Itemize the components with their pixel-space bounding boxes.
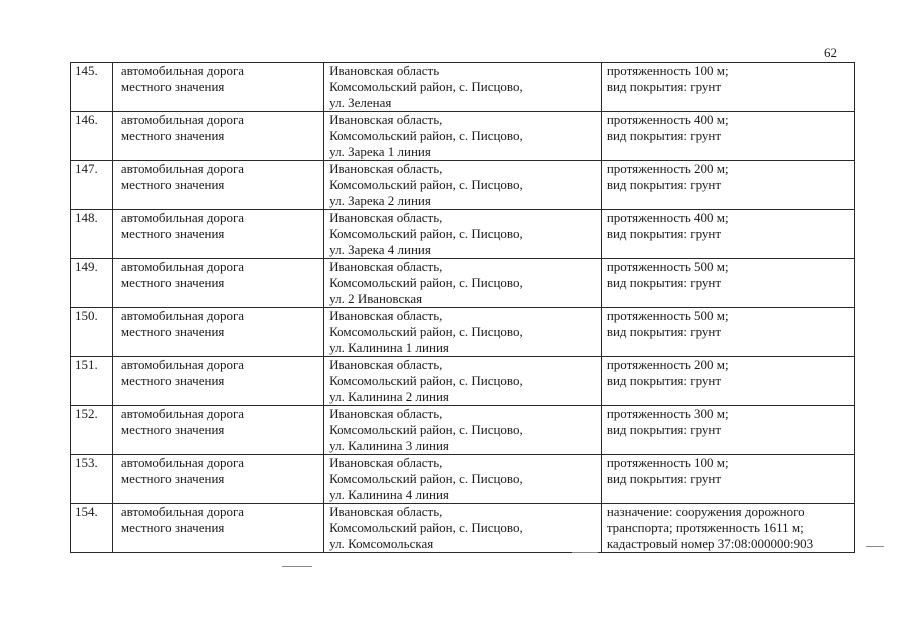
address-line: Комсомольский район, с. Писцово, [329,79,523,94]
description-line: протяженность 400 м; [606,210,729,225]
description-line: назначение: сооружения дорожного [606,504,805,519]
address-line: Комсомольский район, с. Писцово, [329,128,523,143]
address-line: Ивановская область, [329,161,443,176]
address-cell [324,63,602,112]
address-line: ул. Комсомольская [329,536,434,551]
address-line: ул. Зеленая [329,95,392,110]
scan-artifact-line [866,546,884,547]
description-line: протяженность 200 м; [606,357,729,372]
description-line: кадастровый номер 37:08:000000:903 [606,536,814,551]
description-line: транспорта; протяженность 1611 м; [606,520,804,535]
object-name-cell [112,357,323,406]
address-line: ул. Калинина 1 линия [329,340,449,355]
description-line: вид покрытия: грунт [606,226,722,241]
name-line: автомобильная дорога [120,504,245,519]
description-cell [601,112,854,161]
table-row [71,406,855,455]
row-number-cell: 154. [71,504,113,553]
address-line: Ивановская область, [329,210,443,225]
address-cell [324,357,602,406]
address-line: Комсомольский район, с. Писцово, [329,324,523,339]
table-row [71,63,855,112]
address-cell [324,455,602,504]
object-name-cell [112,504,323,553]
description-line: протяженность 300 м; [606,406,729,421]
name-line: автомобильная дорога [120,357,245,372]
object-name-cell [112,455,323,504]
name-line: автомобильная дорога [120,63,245,78]
name-line: автомобильная дорога [120,308,245,323]
description-line: протяженность 200 м; [606,161,729,176]
address-line: ул. 2 Ивановская [329,291,423,306]
name-line: местного значения [120,177,225,192]
address-line: Комсомольский район, с. Писцово, [329,226,523,241]
address-line: Ивановская область, [329,259,443,274]
object-name-cell [112,406,323,455]
description-line: протяженность 400 м; [606,112,729,127]
description-cell [601,504,854,553]
name-line: автомобильная дорога [120,161,245,176]
object-name-cell [112,308,323,357]
address-line: Комсомольский район, с. Писцово, [329,520,523,535]
description-cell [601,259,854,308]
name-line: местного значения [120,128,225,143]
row-number-cell: 152. [71,406,113,455]
address-line: Комсомольский район, с. Писцово, [329,177,523,192]
address-line: Ивановская область, [329,308,443,323]
name-line: местного значения [120,422,225,437]
address-line: ул. Зарека 2 линия [329,193,431,208]
description-line: вид покрытия: грунт [606,128,722,143]
address-line: Ивановская область [329,63,440,78]
description-line: протяженность 500 м; [606,308,729,323]
address-line: ул. Калинина 3 линия [329,438,449,453]
address-cell [324,161,602,210]
address-line: Комсомольский район, с. Писцово, [329,275,523,290]
description-cell [601,161,854,210]
table-row [71,259,855,308]
description-line: вид покрытия: грунт [606,79,722,94]
address-line: Комсомольский район, с. Писцово, [329,471,523,486]
object-name-cell [112,63,323,112]
scan-artifact-line [282,566,312,567]
address-cell [324,504,602,553]
name-line: автомобильная дорога [120,112,245,127]
name-line: местного значения [120,226,225,241]
name-line: автомобильная дорога [120,406,245,421]
address-line: Ивановская область, [329,112,443,127]
object-name-cell [112,161,323,210]
page-number: 62 [824,45,837,60]
description-line: вид покрытия: грунт [606,275,722,290]
row-number-cell: 153. [71,455,113,504]
address-line: Ивановская область, [329,406,443,421]
address-line: Ивановская область, [329,504,443,519]
object-name-cell [112,112,323,161]
object-name-cell [112,210,323,259]
description-cell [601,210,854,259]
name-line: автомобильная дорога [120,210,245,225]
name-line: местного значения [120,275,225,290]
description-line: протяженность 500 м; [606,259,729,274]
address-line: ул. Зарека 1 линия [329,144,431,159]
table-row [71,308,855,357]
roads-registry-table [70,62,855,553]
row-number-cell: 145. [71,63,113,112]
address-cell [324,210,602,259]
table-row [71,455,855,504]
description-line: протяженность 100 м; [606,63,729,78]
address-line: Ивановская область, [329,455,443,470]
address-cell [324,308,602,357]
address-line: Комсомольский район, с. Писцово, [329,422,523,437]
description-cell [601,308,854,357]
object-name-cell [112,259,323,308]
address-cell [324,112,602,161]
description-line: протяженность 100 м; [606,455,729,470]
row-number-cell: 146. [71,112,113,161]
scan-artifact-line [572,552,598,553]
description-cell [601,455,854,504]
table-row [71,161,855,210]
description-cell [601,406,854,455]
description-cell [601,63,854,112]
description-line: вид покрытия: грунт [606,324,722,339]
description-line: вид покрытия: грунт [606,177,722,192]
row-number-cell: 147. [71,161,113,210]
address-cell [324,406,602,455]
table-row [71,210,855,259]
description-cell [601,357,854,406]
table-row [71,504,855,553]
name-line: автомобильная дорога [120,259,245,274]
table-row [71,357,855,406]
address-line: Ивановская область, [329,357,443,372]
address-line: Комсомольский район, с. Писцово, [329,373,523,388]
name-line: местного значения [120,324,225,339]
name-line: местного значения [120,520,225,535]
address-cell [324,259,602,308]
row-number-cell: 151. [71,357,113,406]
table-row [71,112,855,161]
address-line: ул. Калинина 2 линия [329,389,449,404]
name-line: местного значения [120,373,225,388]
description-line: вид покрытия: грунт [606,373,722,388]
name-line: местного значения [120,79,225,94]
description-line: вид покрытия: грунт [606,422,722,437]
row-number-cell: 148. [71,210,113,259]
name-line: местного значения [120,471,225,486]
name-line: автомобильная дорога [120,455,245,470]
address-line: ул. Зарека 4 линия [329,242,431,257]
address-line: ул. Калинина 4 линия [329,487,449,502]
row-number-cell: 150. [71,308,113,357]
description-line: вид покрытия: грунт [606,471,722,486]
row-number-cell: 149. [71,259,113,308]
